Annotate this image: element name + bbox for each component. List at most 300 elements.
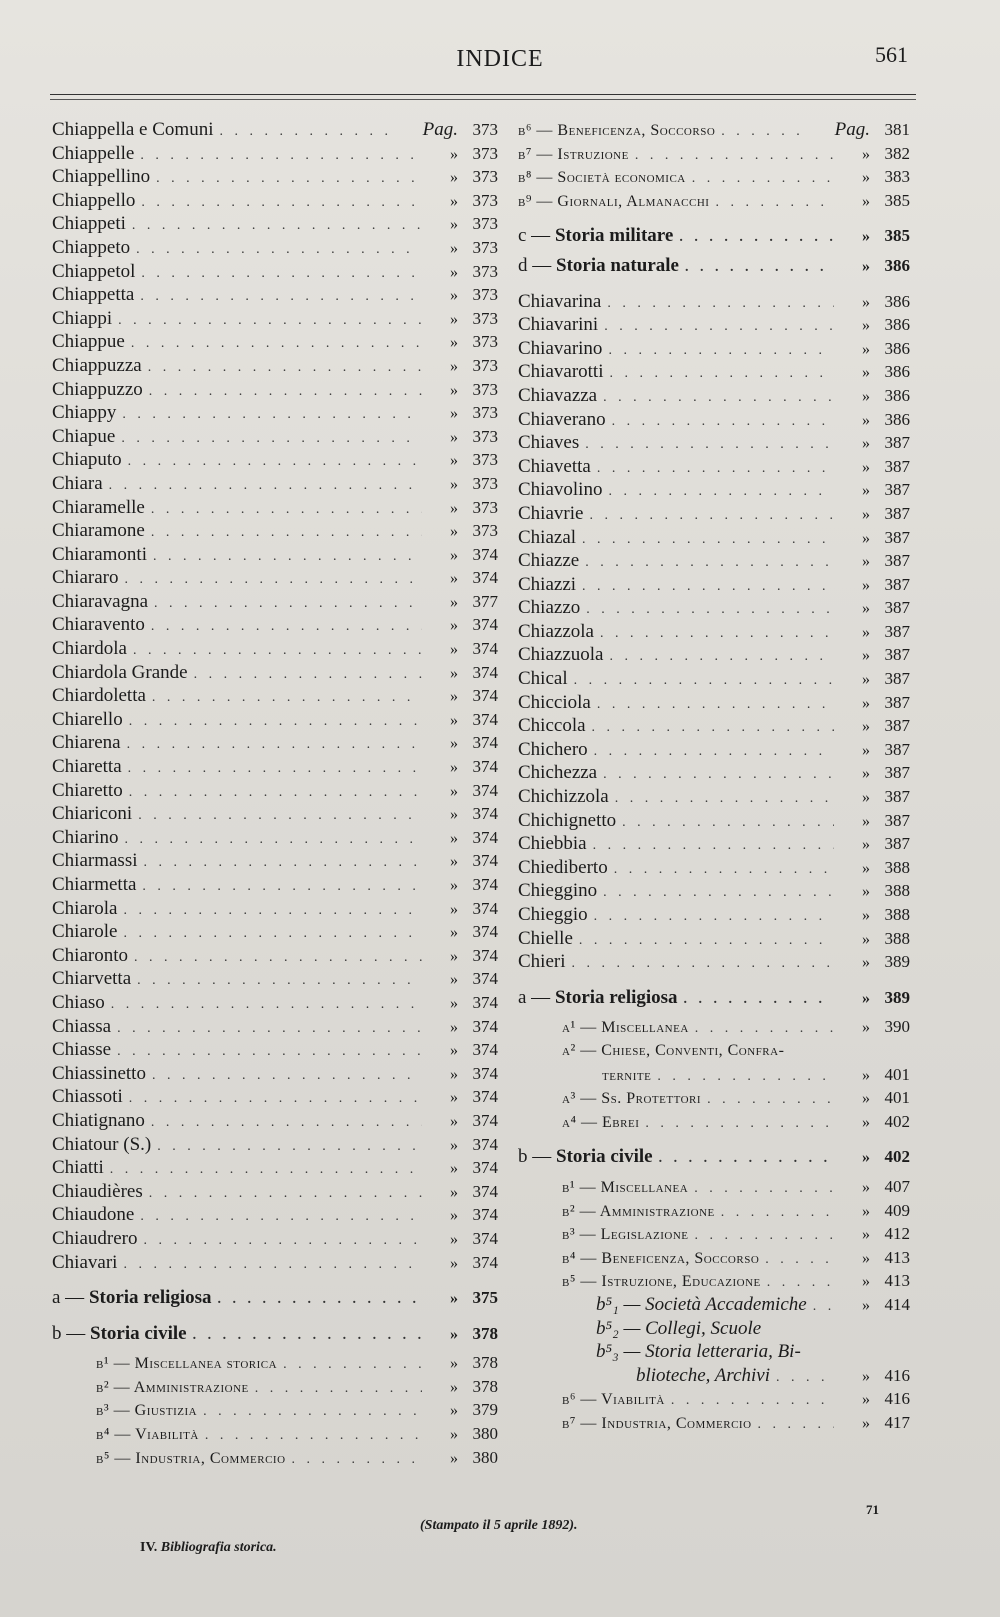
page-marker: » bbox=[862, 169, 870, 187]
index-entry bbox=[518, 1246, 910, 1270]
page-ref: 374 bbox=[472, 969, 498, 989]
entry-label bbox=[518, 224, 673, 248]
page-ref: 373 bbox=[472, 143, 498, 163]
page-ref: 380 bbox=[472, 1447, 498, 1467]
page-marker: » bbox=[862, 1391, 870, 1409]
leader-dots bbox=[154, 592, 422, 616]
entry-label: Chicciola bbox=[518, 691, 591, 713]
leader-dots bbox=[125, 828, 423, 852]
index-entry bbox=[52, 165, 498, 189]
page-marker: » bbox=[862, 1296, 870, 1314]
leader-dots bbox=[151, 521, 422, 545]
page-marker: » bbox=[450, 735, 458, 753]
index-entry bbox=[518, 360, 910, 384]
entry-label: Chiappuzzo bbox=[52, 378, 143, 400]
index-entry bbox=[518, 643, 910, 667]
page-marker: » bbox=[862, 1273, 870, 1291]
index-entry bbox=[52, 590, 498, 614]
leader-dots bbox=[134, 946, 422, 970]
page-ref: 387 bbox=[884, 503, 910, 523]
leader-dots bbox=[121, 427, 422, 451]
leader-dots bbox=[597, 457, 834, 481]
leader-dots bbox=[152, 1064, 422, 1088]
index-entry bbox=[518, 596, 910, 620]
page-ref: 389 bbox=[884, 952, 910, 972]
entry-label: Chichizzola bbox=[518, 786, 609, 808]
leader-dots bbox=[283, 1353, 422, 1377]
entry-title: Storia militare bbox=[554, 225, 674, 247]
index-entry bbox=[518, 1145, 910, 1169]
index-entry bbox=[52, 307, 498, 331]
index-entry bbox=[52, 613, 498, 637]
page-marker: » bbox=[450, 1355, 458, 1373]
index-entry bbox=[518, 1175, 910, 1199]
leader-dots bbox=[614, 858, 834, 882]
leader-dots bbox=[138, 804, 422, 828]
leader-dots bbox=[136, 238, 422, 262]
index-entry bbox=[52, 1227, 498, 1251]
entry-label: Chiappelle bbox=[52, 142, 135, 164]
page-ref: 388 bbox=[884, 857, 910, 877]
index-entry bbox=[518, 1222, 910, 1246]
leader-dots bbox=[671, 1389, 834, 1413]
page-ref: 373 bbox=[472, 167, 498, 187]
index-entry bbox=[518, 1086, 910, 1110]
page-ref: 374 bbox=[472, 1158, 498, 1178]
index-entry bbox=[52, 1351, 498, 1375]
index-entry bbox=[52, 1446, 498, 1470]
index-entry bbox=[518, 1063, 910, 1087]
entry-label: b⁶ — Viabilità bbox=[562, 1391, 665, 1409]
entry-label: Chiazal bbox=[518, 526, 577, 548]
index-entry bbox=[518, 927, 910, 951]
leader-dots bbox=[132, 214, 422, 238]
entry-label: Chiaronto bbox=[52, 944, 128, 966]
index-entry bbox=[52, 1133, 498, 1157]
entry-label: b⁷ — Industria, Commercio bbox=[562, 1414, 752, 1432]
index-entry bbox=[518, 1317, 910, 1341]
page-ref: 412 bbox=[884, 1224, 910, 1244]
entry-label: b² — Amministrazione bbox=[562, 1202, 715, 1220]
page-ref: 387 bbox=[884, 527, 910, 547]
entry-label: Chiavolino bbox=[518, 479, 603, 501]
left-column bbox=[52, 118, 498, 1469]
page-marker: » bbox=[862, 553, 870, 571]
page-marker: Pag. bbox=[834, 119, 870, 140]
leader-dots bbox=[111, 993, 422, 1017]
entry-label: Chieggino bbox=[518, 880, 598, 902]
index-entry bbox=[52, 1180, 498, 1204]
leader-dots bbox=[131, 332, 422, 356]
page-marker: » bbox=[450, 334, 458, 352]
entry-label: Chiappuzza bbox=[52, 354, 142, 376]
page-ref: 407 bbox=[884, 1176, 910, 1196]
page-ref: 402 bbox=[884, 1111, 910, 1131]
leader-dots bbox=[608, 339, 834, 363]
leader-dots bbox=[585, 551, 834, 575]
leader-dots bbox=[684, 988, 834, 1012]
leader-dots bbox=[128, 450, 422, 474]
page-ref: 388 bbox=[884, 928, 910, 948]
entry-label: b⁹ — Giornali, Almanacchi bbox=[518, 192, 710, 210]
leader-dots bbox=[117, 1040, 422, 1064]
page-title: INDICE bbox=[456, 46, 544, 72]
leader-dots bbox=[124, 568, 422, 592]
page-ref: 373 bbox=[472, 450, 498, 470]
page-ref: 381 bbox=[884, 120, 910, 139]
entry-label: Chiapue bbox=[52, 425, 116, 447]
index-entry bbox=[52, 1085, 498, 1109]
index-entry bbox=[52, 212, 498, 236]
page-marker: » bbox=[862, 1113, 870, 1131]
page-ref: 387 bbox=[884, 739, 910, 759]
page-ref: 387 bbox=[884, 433, 910, 453]
entry-label: Chiavarotti bbox=[518, 361, 604, 383]
index-entry bbox=[52, 401, 498, 425]
page-ref: 374 bbox=[472, 1040, 498, 1060]
index-entry bbox=[518, 714, 910, 738]
leader-dots bbox=[592, 716, 834, 740]
leader-dots bbox=[129, 710, 422, 734]
leader-dots bbox=[603, 881, 834, 905]
footer-signature: 71 bbox=[866, 1502, 879, 1517]
leader-dots bbox=[127, 733, 422, 757]
entry-label: ternite bbox=[602, 1066, 652, 1084]
page-marker: » bbox=[450, 357, 458, 375]
index-entry bbox=[518, 879, 910, 903]
page-marker: » bbox=[450, 1426, 458, 1444]
leader-dots bbox=[707, 1088, 834, 1112]
index-entry bbox=[518, 620, 910, 644]
leader-dots bbox=[109, 474, 422, 498]
page-marker: » bbox=[450, 1325, 458, 1343]
leader-dots bbox=[193, 1324, 422, 1348]
page-ref: 386 bbox=[884, 255, 910, 275]
entry-label: Chiavazza bbox=[518, 384, 598, 406]
entry-label: b⁴ — Beneficenza, Soccorso bbox=[562, 1249, 760, 1267]
leader-dots bbox=[292, 1448, 422, 1472]
index-entry bbox=[518, 832, 910, 856]
page-ref: 389 bbox=[884, 987, 910, 1007]
index-entry bbox=[518, 1199, 910, 1223]
index-entry bbox=[52, 944, 498, 968]
leader-dots bbox=[657, 1065, 834, 1089]
entry-label: b⁵₃ — Storia letteraria, Bi- bbox=[596, 1341, 801, 1363]
page-marker: » bbox=[862, 718, 870, 736]
leader-dots bbox=[122, 403, 422, 427]
leader-dots bbox=[765, 1248, 834, 1272]
page-ref: 378 bbox=[472, 1323, 498, 1343]
entry-title: Storia religiosa bbox=[88, 1287, 212, 1309]
page-marker: » bbox=[862, 647, 870, 665]
page-ref: 380 bbox=[472, 1424, 498, 1444]
leader-dots bbox=[585, 433, 834, 457]
leader-dots bbox=[758, 1413, 834, 1437]
page-marker: » bbox=[862, 1066, 870, 1084]
index-entry bbox=[52, 236, 498, 260]
page-marker: » bbox=[450, 1230, 458, 1248]
leader-dots bbox=[141, 191, 422, 215]
page-marker: » bbox=[450, 853, 458, 871]
page-marker: » bbox=[450, 1042, 458, 1060]
footer-bibliography-label bbox=[140, 1540, 277, 1556]
page-marker: » bbox=[450, 1089, 458, 1107]
index-entry bbox=[518, 384, 910, 408]
index-entry bbox=[52, 519, 498, 543]
page-ref: 387 bbox=[884, 621, 910, 641]
entry-label: Chiappetol bbox=[52, 260, 136, 282]
entry-label: Chiavarino bbox=[518, 337, 603, 359]
page-marker: » bbox=[450, 169, 458, 187]
page-marker: » bbox=[862, 836, 870, 854]
index-entry bbox=[52, 1062, 498, 1086]
page-ref: 402 bbox=[884, 1147, 910, 1167]
index-entry bbox=[518, 502, 910, 526]
entry-label: Chiazzi bbox=[518, 573, 577, 595]
page-marker: » bbox=[450, 782, 458, 800]
entry-label: Chiatti bbox=[52, 1157, 104, 1179]
index-entry bbox=[518, 313, 910, 337]
leader-dots bbox=[582, 575, 834, 599]
page-ref: 377 bbox=[472, 591, 498, 611]
index-entry bbox=[52, 873, 498, 897]
leader-dots bbox=[218, 1288, 422, 1312]
page-ref: 379 bbox=[472, 1400, 498, 1420]
index-entry bbox=[518, 667, 910, 691]
leader-dots bbox=[156, 167, 422, 191]
entry-label: Chiazze bbox=[518, 550, 580, 572]
leader-dots bbox=[622, 811, 834, 835]
page-ref: 373 bbox=[472, 497, 498, 517]
page-ref: 373 bbox=[472, 355, 498, 375]
entry-label: blioteche, Archivi bbox=[636, 1364, 771, 1386]
entry-label: Chieri bbox=[518, 951, 566, 973]
entry-label: Chiaso bbox=[52, 991, 105, 1013]
header-rule bbox=[50, 94, 916, 95]
page-ref: 374 bbox=[472, 1134, 498, 1154]
entry-title: Storia civile bbox=[556, 1146, 653, 1168]
entry-label: b⁵ — Istruzione, Educazione bbox=[562, 1273, 761, 1291]
page-ref: 390 bbox=[884, 1017, 910, 1037]
page-ref: 387 bbox=[884, 456, 910, 476]
entry-label: Chiaudrero bbox=[52, 1227, 138, 1249]
entry-label: Chiaravento bbox=[52, 614, 145, 636]
page-ref: 386 bbox=[884, 362, 910, 382]
leader-dots bbox=[593, 834, 834, 858]
footer-printed-date: (Stampato il 5 aprile 1892). bbox=[420, 1518, 578, 1533]
page-ref: 374 bbox=[472, 1016, 498, 1036]
leader-dots bbox=[255, 1377, 422, 1401]
entry-label: b⁷ — Istruzione bbox=[518, 145, 629, 163]
page-ref: 387 bbox=[884, 810, 910, 830]
page-ref: 374 bbox=[472, 544, 498, 564]
index-entry bbox=[52, 1109, 498, 1133]
index-entry bbox=[518, 950, 910, 974]
index-entry bbox=[52, 731, 498, 755]
index-entry bbox=[52, 779, 498, 803]
entry-label: Chiaramelle bbox=[52, 496, 145, 518]
page-marker: Pag. bbox=[422, 119, 458, 140]
page-marker: » bbox=[862, 1178, 870, 1196]
page-marker: » bbox=[862, 1019, 870, 1037]
page-marker: » bbox=[862, 789, 870, 807]
entry-label: Chiassinetto bbox=[52, 1062, 146, 1084]
entry-label: Chiaves bbox=[518, 432, 580, 454]
index-entry bbox=[52, 1375, 498, 1399]
entry-label: Chiaravagna bbox=[52, 590, 149, 612]
page-marker: » bbox=[450, 1136, 458, 1154]
page-marker: » bbox=[862, 145, 870, 163]
page-marker: » bbox=[450, 405, 458, 423]
entry-label: Chieggio bbox=[518, 904, 588, 925]
page-marker: » bbox=[450, 900, 458, 918]
page-marker: » bbox=[450, 1290, 458, 1308]
index-entry bbox=[518, 1340, 910, 1364]
page-ref: 387 bbox=[884, 834, 910, 854]
entry-label: Chiebbia bbox=[518, 833, 587, 855]
index-entry bbox=[52, 826, 498, 850]
page-marker: » bbox=[450, 1112, 458, 1130]
page-ref: 373 bbox=[472, 120, 498, 139]
entry-label: b¹ — Miscellanea storica bbox=[96, 1355, 278, 1373]
page-marker: » bbox=[450, 570, 458, 588]
leader-dots bbox=[715, 191, 834, 215]
page-marker: » bbox=[450, 452, 458, 470]
page-marker: » bbox=[450, 263, 458, 281]
leader-dots bbox=[597, 693, 834, 717]
entry-label bbox=[518, 986, 678, 1010]
index-entry bbox=[52, 1038, 498, 1062]
index-entry bbox=[518, 785, 910, 809]
entry-label: Chiaramonti bbox=[52, 543, 147, 565]
leader-dots bbox=[203, 1400, 422, 1424]
index-entry bbox=[518, 165, 910, 189]
page-ref: 374 bbox=[472, 1181, 498, 1201]
index-entry bbox=[518, 1269, 910, 1293]
page-marker: » bbox=[450, 806, 458, 824]
entry-label: Chichero bbox=[518, 738, 588, 760]
page-marker: » bbox=[450, 499, 458, 517]
page-marker: » bbox=[450, 475, 458, 493]
index-entry bbox=[518, 1387, 910, 1411]
entry-label: Chiappi bbox=[52, 307, 113, 329]
page-ref: 386 bbox=[884, 291, 910, 311]
leader-dots bbox=[692, 167, 834, 191]
page-marker: » bbox=[862, 600, 870, 618]
entry-label: b⁵ — Industria, Commercio bbox=[96, 1449, 286, 1467]
leader-dots bbox=[615, 787, 834, 811]
entry-label: Chiappellino bbox=[52, 166, 151, 188]
leader-dots bbox=[123, 922, 422, 946]
leader-dots bbox=[767, 1271, 834, 1295]
page-ref: 373 bbox=[472, 473, 498, 493]
leader-dots bbox=[695, 1224, 834, 1248]
page-marker: » bbox=[450, 924, 458, 942]
page-marker: » bbox=[862, 1367, 870, 1385]
entry-title: Storia naturale bbox=[556, 254, 679, 276]
index-entry bbox=[518, 455, 910, 479]
index-entry bbox=[518, 337, 910, 361]
page-ref: 374 bbox=[472, 733, 498, 753]
page-marker: » bbox=[450, 617, 458, 635]
page-marker: » bbox=[450, 593, 458, 611]
index-entry bbox=[52, 543, 498, 567]
entry-label: Chichignetto bbox=[518, 809, 617, 831]
page-marker: » bbox=[862, 741, 870, 759]
page-ref: 387 bbox=[884, 598, 910, 618]
page-marker: » bbox=[862, 1149, 870, 1167]
index-entry bbox=[52, 967, 498, 991]
entry-label: Chiarello bbox=[52, 708, 123, 730]
page-ref: 416 bbox=[884, 1389, 910, 1409]
index-entry bbox=[52, 755, 498, 779]
page-marker: » bbox=[862, 576, 870, 594]
entry-label: Chiassa bbox=[52, 1015, 112, 1037]
page-ref: 387 bbox=[884, 551, 910, 571]
index-entry bbox=[518, 738, 910, 762]
index-entry bbox=[52, 472, 498, 496]
page-ref: 374 bbox=[472, 827, 498, 847]
index-entry bbox=[52, 1251, 498, 1275]
index-entry bbox=[52, 496, 498, 520]
page-marker: » bbox=[450, 877, 458, 894]
index-entry bbox=[52, 897, 498, 921]
index-entry bbox=[518, 549, 910, 573]
page-ref: 373 bbox=[472, 308, 498, 328]
page-marker: » bbox=[862, 529, 870, 547]
entry-label: Chiarola bbox=[52, 897, 118, 919]
page-marker: » bbox=[450, 310, 458, 328]
page-marker: » bbox=[862, 623, 870, 641]
index-entry bbox=[518, 478, 910, 502]
entry-label: Chiappeti bbox=[52, 213, 126, 235]
page-ref: 374 bbox=[472, 1252, 498, 1272]
page-ref: 386 bbox=[884, 315, 910, 335]
index-entry bbox=[518, 761, 910, 785]
leader-dots bbox=[219, 120, 400, 144]
page-ref: 374 bbox=[472, 992, 498, 1012]
page-marker: » bbox=[862, 1249, 870, 1267]
entry-label: Chiaudières bbox=[52, 1180, 143, 1202]
leader-dots bbox=[151, 615, 422, 639]
leader-dots bbox=[721, 1201, 834, 1225]
page-marker: » bbox=[450, 1378, 458, 1396]
page-ref: 373 bbox=[472, 237, 498, 257]
index-entry bbox=[518, 856, 910, 880]
entry-label: Chiappella e Comuni bbox=[52, 119, 214, 140]
entry-prefix: b — bbox=[52, 1322, 90, 1344]
index-entry bbox=[52, 1322, 498, 1346]
leader-dots bbox=[594, 740, 834, 764]
page-marker: » bbox=[862, 989, 870, 1007]
page-marker: » bbox=[450, 287, 458, 305]
page-ref: 374 bbox=[472, 945, 498, 965]
entry-label: Chiatignano bbox=[52, 1109, 145, 1131]
page-ref: 388 bbox=[884, 881, 910, 901]
index-entry bbox=[518, 408, 910, 432]
leader-dots bbox=[144, 851, 423, 875]
entry-title: Storia religiosa bbox=[554, 986, 678, 1008]
entry-label: b⁶ — Beneficenza, Soccorso bbox=[518, 122, 716, 139]
page-ref: 374 bbox=[472, 686, 498, 706]
entry-label: Chiara bbox=[52, 472, 103, 494]
leader-dots bbox=[594, 905, 834, 929]
entry-title: Storia civile bbox=[90, 1322, 187, 1344]
leader-dots bbox=[600, 622, 834, 646]
entry-label: Chiaretta bbox=[52, 756, 122, 778]
entry-label: Chiarvetta bbox=[52, 968, 132, 990]
leader-dots bbox=[609, 645, 834, 669]
